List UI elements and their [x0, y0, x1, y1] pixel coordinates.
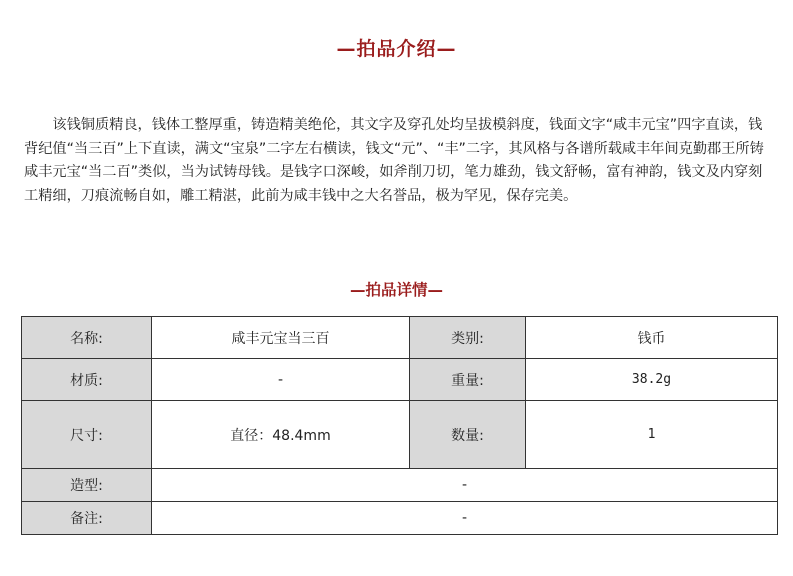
table-row: [22, 469, 778, 502]
table-row: [22, 359, 778, 401]
weight-label: 重量:: [410, 359, 526, 401]
intro-section-title: —拍品介绍—: [336, 38, 457, 60]
material-label: 材质:: [22, 359, 152, 401]
size-label: 尺寸:: [22, 401, 152, 469]
intro-paragraph: 该钱铜质精良，钱体工整厚重，铸造精美绝伦，其文字及穿孔处均呈拔模斜度，钱面文字“咸丰元宝”四字直读，钱背纪值“当三百”上下直读，满文“宝泉”二字左右横读，钱文“元”、“丰”二字，其风格与各谱所载咸丰年间克勤郡王所铸咸丰元宝“当二百”类似，当为试铸母钱。是钱字口深峻，如斧削刀切，笔力雄劲，钱文舒畅，富有神韵，钱文及内穿刻工精细，刀痕流畅自如，雕工精湛，此前为咸丰钱中之大名誉品，极为罕见，保存完美。: [24, 117, 764, 204]
material-value: -: [152, 359, 410, 401]
table-row: [22, 502, 778, 535]
table-row: [22, 401, 778, 469]
remarks-value: -: [152, 502, 778, 535]
details-section-title: —拍品详情—: [349, 281, 443, 299]
size-value: 直径：48.4mm: [152, 401, 410, 469]
category-value: 钱币: [526, 317, 778, 359]
remarks-label: 备注:: [22, 502, 152, 535]
name-label: 名称:: [22, 317, 152, 359]
name-value: 咸丰元宝当三百: [152, 317, 410, 359]
shape-value: -: [152, 469, 778, 502]
quantity-value: 1: [526, 401, 778, 469]
quantity-label: 数量:: [410, 401, 526, 469]
table-row: [22, 317, 778, 359]
category-label: 类别:: [410, 317, 526, 359]
shape-label: 造型:: [22, 469, 152, 502]
weight-value: 38.2g: [526, 359, 778, 401]
details-table: [21, 316, 778, 535]
